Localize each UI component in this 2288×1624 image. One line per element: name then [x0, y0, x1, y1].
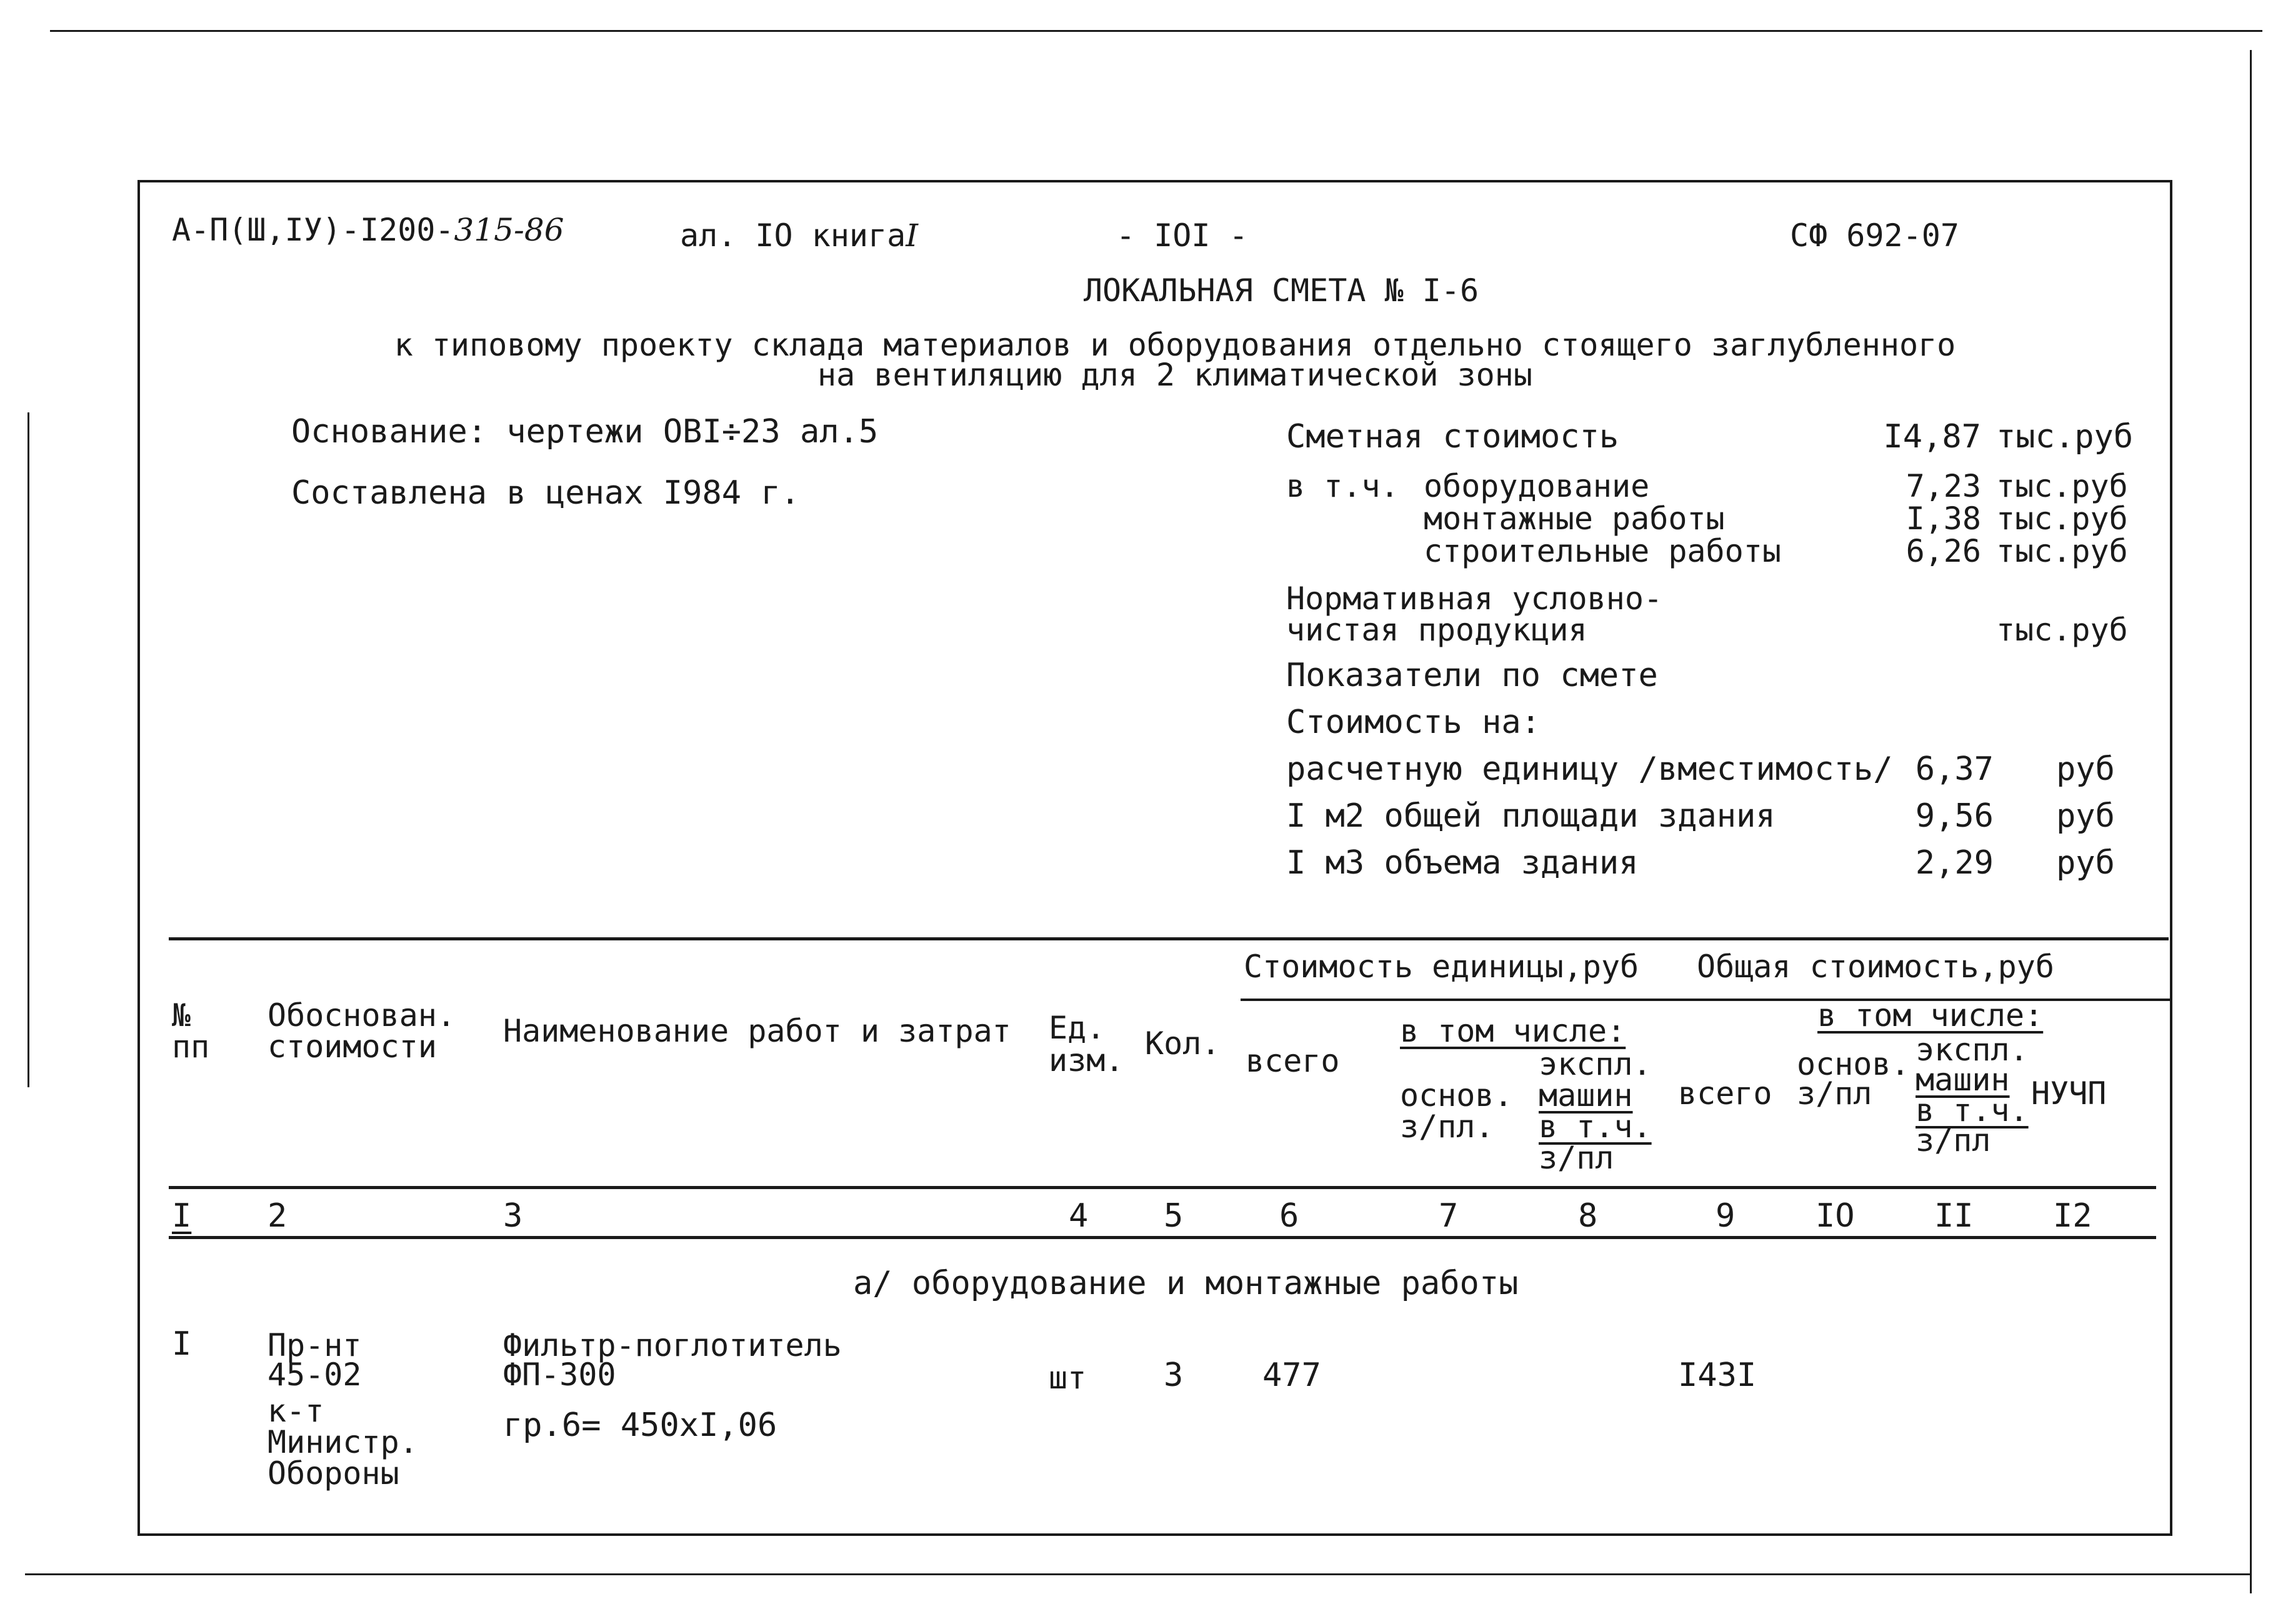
column-number: 2	[267, 1197, 287, 1235]
header-unit-2: изм.	[1049, 1042, 1124, 1079]
cost-on-label: Стоимость на:	[1286, 704, 1541, 741]
mounting-unit: тыс.руб	[1996, 501, 2128, 537]
page-number: - IOI -	[1116, 217, 1248, 254]
row-basis-line: к-т	[267, 1393, 324, 1429]
normative-line-2: чистая продукция	[1286, 612, 1587, 648]
header-mach-4: з/пл	[1539, 1140, 1614, 1176]
scan-bottom-line	[25, 1573, 2251, 1575]
header-nuchp: НУЧП	[2031, 1075, 2107, 1112]
normative-line-1: Нормативная условно-	[1286, 580, 1663, 617]
column-number: 6	[1279, 1197, 1299, 1235]
header-basis-1: Обоснован.	[267, 997, 456, 1034]
per-m2-label: I м2 общей площади здания	[1286, 797, 1776, 835]
column-number: 8	[1578, 1197, 1598, 1235]
column-number: 5	[1164, 1197, 1184, 1235]
per-m3-value: 2,29	[1915, 844, 1994, 882]
stamp-code: СФ 692-07	[1790, 217, 1959, 254]
header-incl-total: в том числе:	[1817, 997, 2044, 1034]
scan-left-tick	[27, 412, 29, 1087]
title-line-1: к типовому проекту склада материалов и оборудования отдельно стоящего заглубленного	[394, 327, 1956, 363]
album-book	[680, 217, 918, 254]
title-line-2: на вентиляцию для 2 климатической зоны	[817, 357, 1532, 393]
per-unit-label: расчетную единицу /вместимость/	[1286, 750, 1893, 788]
per-m3-label: I м3 объема здания	[1286, 844, 1639, 882]
scan-right-line	[2250, 50, 2252, 1593]
total-cost-group-header: Общая стоимость,руб	[1697, 949, 2054, 985]
header-total: всего	[1678, 1075, 1772, 1112]
header-basis-2: стоимости	[267, 1029, 437, 1065]
estimated-cost-unit: тыс.руб	[1996, 418, 2134, 456]
drawing-code	[172, 214, 564, 246]
row-number: I	[172, 1325, 192, 1363]
header-no-sign: №	[172, 997, 191, 1034]
row-basis-line: Обороны	[267, 1455, 399, 1492]
document-title: ЛОКАЛЬНАЯ СМЕТА № I-6	[1083, 272, 1479, 309]
column-number: 4	[1069, 1197, 1089, 1235]
column-number: I	[172, 1197, 192, 1235]
per-m2-unit: руб	[2056, 797, 2115, 835]
header-mach-3: в т.ч.	[1539, 1108, 1652, 1145]
basis-drawings: Основание: чертежи OBI÷23 ал.5	[291, 413, 879, 451]
row-basis-line: Министр.	[267, 1424, 418, 1460]
scan-top-line	[50, 30, 2262, 32]
header-mach-2: машин	[1539, 1077, 1633, 1113]
estimated-cost-value: I4,87	[1883, 418, 1981, 456]
row-name-line: Фильтр-поглотитель	[503, 1327, 842, 1363]
column-number: IO	[1816, 1197, 1855, 1235]
construction-label: строительные работы	[1424, 533, 1781, 569]
construction-unit: тыс.руб	[1996, 533, 2128, 569]
column-number: 9	[1716, 1197, 1736, 1235]
header-osnov2-1: основ.	[1797, 1046, 1910, 1082]
equipment-value: 7,23	[1906, 468, 1981, 504]
row-formula: гр.6= 450хI,06	[503, 1407, 777, 1444]
drawing-code-handwritten: 315-86	[454, 212, 564, 248]
header-osnov-2: з/пл.	[1400, 1108, 1494, 1145]
header-qty: Кол.	[1145, 1025, 1221, 1062]
header-no-pp: пп	[172, 1029, 210, 1065]
unit-cost-group-header: Стоимость единицы,руб	[1244, 949, 1639, 985]
section-title: а/ оборудование и монтажные работы	[853, 1265, 1519, 1302]
estimated-cost-label: Сметная стоимость	[1286, 418, 1619, 456]
book-number: I	[906, 217, 918, 254]
header-osnov2-2: з/пл	[1797, 1075, 1872, 1112]
header-osnov-1: основ.	[1400, 1077, 1513, 1113]
column-number-rule	[169, 1236, 2156, 1239]
drawing-code-printed: А-П(Ш,IУ)-I200-	[172, 212, 454, 248]
row-qty: 3	[1164, 1357, 1184, 1394]
header-unit-total: всего	[1246, 1043, 1340, 1079]
header-mach2-4: з/пл	[1916, 1122, 1991, 1158]
mounting-value: I,38	[1906, 501, 1981, 537]
column-number: 3	[503, 1197, 523, 1235]
construction-value: 6,26	[1906, 533, 1981, 569]
header-mach2-1: экспл.	[1916, 1032, 2029, 1068]
header-unit-1: Ед.	[1049, 1010, 1106, 1046]
per-m3-unit: руб	[2056, 844, 2115, 882]
column-number: II	[1934, 1197, 1974, 1235]
header-bottom-rule	[169, 1186, 2156, 1189]
header-mach2-2: машин	[1916, 1062, 2010, 1098]
row-total: I43I	[1678, 1357, 1757, 1394]
row-unit-total: 477	[1262, 1357, 1321, 1394]
equipment-label: оборудование	[1424, 468, 1650, 504]
column-number: I2	[2053, 1197, 2092, 1235]
per-m2-value: 9,56	[1915, 797, 1994, 835]
row-name-line: ФП-300	[503, 1357, 616, 1393]
header-name: Наименование работ и затрат	[503, 1013, 1011, 1049]
header-incl-unit: в том числе:	[1400, 1013, 1626, 1049]
per-unit-unit: руб	[2056, 750, 2115, 788]
basis-prices: Составлена в ценах I984 г.	[291, 474, 800, 512]
equipment-unit: тыс.руб	[1996, 468, 2128, 504]
per-unit-value: 6,37	[1915, 750, 1994, 788]
table-top-rule	[169, 937, 2169, 940]
header-mach-1: экспл.	[1539, 1046, 1652, 1082]
row-basis-line: Пр-нт	[267, 1327, 362, 1363]
mounting-label: монтажные работы	[1424, 501, 1725, 537]
row-unit: шт	[1049, 1360, 1087, 1396]
indicators-label: Показатели по смете	[1286, 657, 1658, 694]
normative-unit: тыс.руб	[1996, 612, 2128, 648]
row-basis-line: 45-02	[267, 1357, 362, 1393]
incl-prefix: в т.ч.	[1286, 468, 1399, 504]
header-mach2-3: в т.ч.	[1916, 1092, 2029, 1128]
column-number: 7	[1439, 1197, 1459, 1235]
album-book-label: ал. IO книга	[680, 217, 906, 254]
